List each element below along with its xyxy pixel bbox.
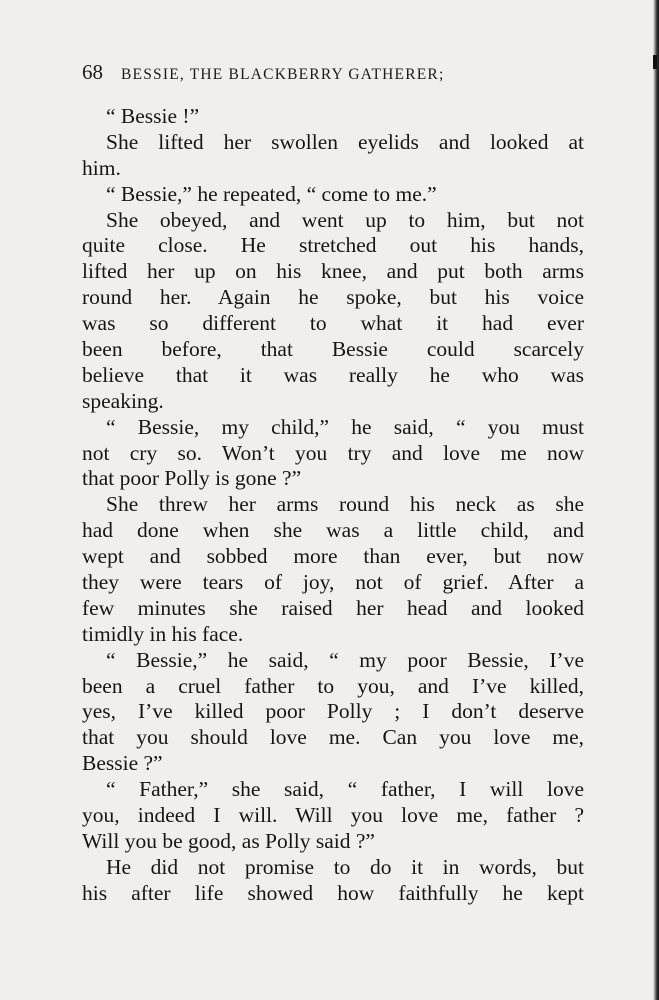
running-title: BESSIE, THE BLACKBERRY GATHERER;	[121, 66, 445, 83]
text-line: “ Bessie, my child,” he said, “ you must	[106, 414, 584, 439]
text-line: you, indeed I will. Will you love me, father ?	[82, 803, 584, 828]
text-line: yes, I’ve killed poor Polly ; I don’t deserve	[82, 699, 584, 724]
text-line: been a cruel father to you, and I’ve killed,	[82, 673, 584, 698]
text-line: round her. Again he spoke, but his voice	[82, 285, 584, 310]
text-line: been before, that Bessie could scarcely	[82, 337, 584, 362]
text-line: few minutes she raised her head and looked	[82, 595, 584, 620]
text-line: She lifted her swollen eyelids and looked at	[106, 129, 584, 154]
text-line: that poor Polly is gone ?”	[82, 466, 302, 491]
text-line: Bessie ?”	[82, 751, 163, 776]
page-number: 68	[82, 60, 103, 84]
text-line: “ Bessie !”	[106, 104, 200, 128]
text-line: She threw her arms round his neck as she	[106, 492, 584, 517]
page-header	[82, 60, 572, 86]
text-line: him.	[82, 155, 121, 180]
text-line: “ Bessie,” he said, “ my poor Bessie, I’ve	[106, 647, 584, 672]
text-line: “ Bessie,” he repeated, “ come to me.”	[106, 181, 437, 206]
text-line: wept and sobbed more than ever, but now	[82, 544, 584, 569]
page-edge-shadow	[653, 0, 659, 1000]
text-line: not cry so. Won’t you try and love me now	[82, 440, 584, 465]
text-line: believe that it was really he who was	[82, 362, 584, 387]
body-text	[82, 104, 584, 907]
text-line: “ Father,” she said, “ father, I will love	[106, 777, 584, 802]
page-edge-mark	[653, 55, 657, 69]
text-line: speaking.	[82, 388, 164, 413]
text-line: He did not promise to do it in words, but	[106, 854, 584, 879]
text-line: was so different to what it had ever	[82, 311, 584, 336]
text-line: they were tears of joy, not of grief. After a	[82, 570, 584, 595]
text-line: that you should love me. Can you love me,	[82, 725, 584, 750]
text-line: quite close. He stretched out his hands,	[82, 233, 584, 258]
text-line: She obeyed, and went up to him, but not	[106, 207, 584, 232]
text-line: Will you be good, as Polly said ?”	[82, 828, 375, 853]
text-line: his after life showed how faithfully he kept	[82, 880, 584, 905]
text-line: lifted her up on his knee, and put both arms	[82, 259, 584, 284]
text-line: had done when she was a little child, and	[82, 518, 584, 543]
text-line: timidly in his face.	[82, 621, 244, 646]
